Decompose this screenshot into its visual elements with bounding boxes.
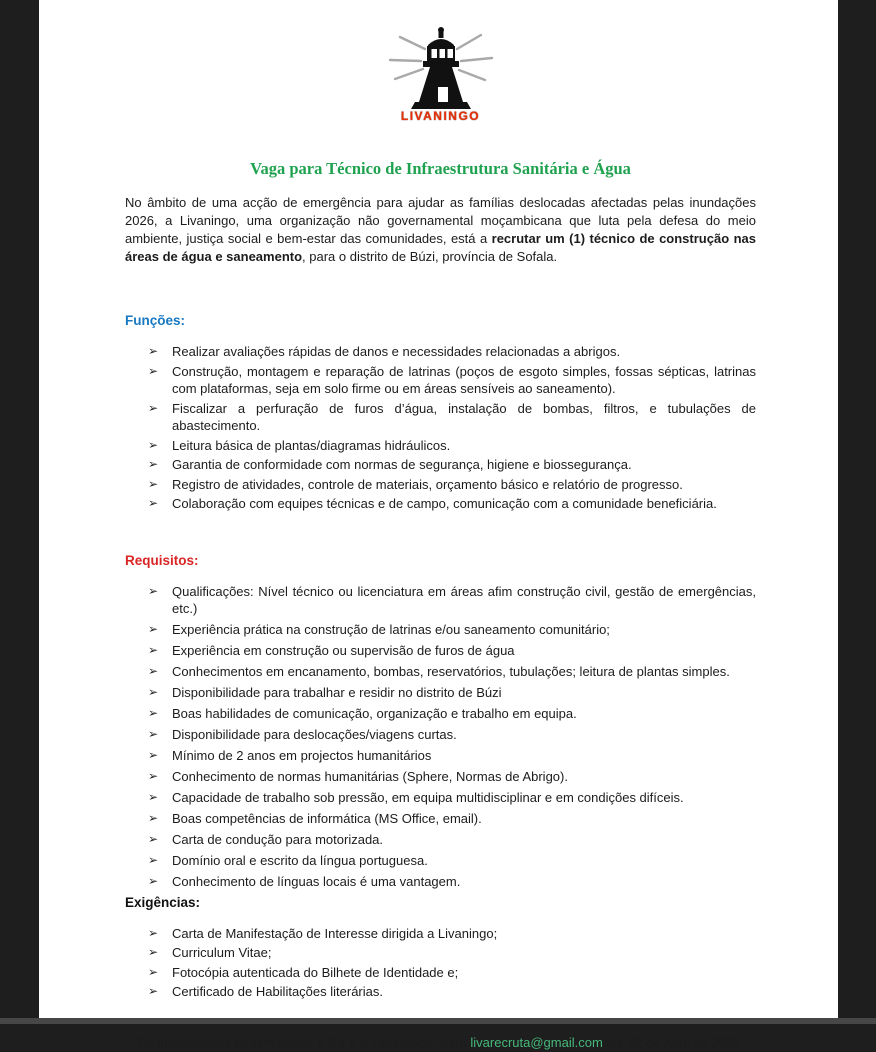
section-heading-requisitos: Requisitos: [125, 552, 199, 568]
arrow-bullet-icon: ➢ [148, 811, 159, 825]
intro-text-after: , para o distrito de Búzi, província de Sofala. [302, 249, 558, 264]
org-name-logo-text: LIVANINGO [400, 109, 481, 123]
list-item-text: Experiência prática na construção de latrinas e/ou saneamento comunitário; [172, 622, 610, 637]
list-item [148, 705, 756, 723]
arrow-bullet-icon: ➢ [148, 664, 159, 678]
arrow-bullet-icon: ➢ [148, 832, 159, 846]
list-item-text: Carta de Manifestação de Interesse dirigida a Livaningo; [172, 925, 498, 941]
arrow-bullet-icon: ➢ [148, 344, 159, 358]
footer-text-before: Os interessados podem enviar o CV e o Certificado, para [137, 1034, 471, 1050]
section-heading-exigencias: Exigências: [125, 894, 201, 910]
arrow-bullet-icon: ➢ [148, 622, 159, 636]
funcoes-list [125, 343, 756, 513]
list-item [148, 925, 756, 943]
arrow-bullet-icon: ➢ [148, 643, 159, 657]
list-item [148, 810, 756, 828]
list-item-text: Construção, montagem e reparação de latrinas (poços de esgoto simples, fossas sépticas, latrinas com plataformas, seja em solo firme ou em áreas sensíveis ao saneamento). [172, 363, 756, 396]
list-item-text: Boas competências de informática (MS Office, email). [172, 811, 482, 826]
list-item [148, 873, 756, 891]
list-item-text: Capacidade de trabalho sob pressão, em equipa multidisciplinar e em condições difíceis. [172, 790, 684, 805]
application-instructions [125, 1034, 756, 1052]
list-item-text: Fiscalizar a perfuração de furos d’água, instalação de bombas, filtros, e tubulações de abastecimento. [172, 400, 756, 433]
list-item-text: Disponibilidade para deslocações/viagens curtas. [172, 727, 457, 742]
arrow-bullet-icon: ➢ [148, 790, 159, 804]
arrow-bullet-icon: ➢ [148, 583, 159, 598]
arrow-bullet-icon: ➢ [148, 363, 159, 378]
list-item-text: Fotocópia autenticada do Bilhete de Identidade e; [172, 964, 459, 980]
section-heading-funcoes: Funções: [125, 313, 186, 328]
list-item [148, 642, 756, 660]
intro-paragraph [125, 194, 756, 266]
list-item-text: Domínio oral e escrito da língua portuguesa. [172, 853, 428, 868]
list-item-text: Colaboração com equipes técnicas e de campo, comunicação com a comunidade beneficiária. [172, 496, 717, 511]
arrow-bullet-icon: ➢ [148, 769, 159, 783]
list-item-text: Conhecimentos em encanamento, bombas, reservatórios, tubulações; leitura de plantas simples. [172, 664, 730, 679]
arrow-bullet-icon: ➢ [148, 437, 159, 452]
arrow-bullet-icon: ➢ [148, 925, 159, 940]
list-item-text: Registro de atividades, controle de materiais, orçamento básico e relatório de progresso. [172, 476, 683, 492]
list-item-text: Qualificações: Nível técnico ou licenciatura em áreas afim construção civil, gestão de emergências, etc.) [172, 583, 756, 616]
list-item-text: Curriculum Vitae; [172, 945, 272, 960]
list-item-text: Disponibilidade para trabalhar e residir no distrito de Búzi [172, 685, 502, 700]
intro-text-bold: recrutar um (1) técnico de construção nas áreas de água e saneamento [125, 231, 756, 264]
arrow-bullet-icon: ➢ [148, 853, 159, 867]
list-item [148, 789, 756, 807]
arrow-bullet-icon: ➢ [148, 748, 159, 762]
arrow-bullet-icon: ➢ [148, 496, 159, 510]
list-item [148, 495, 756, 513]
requisitos-list [125, 583, 756, 891]
arrow-bullet-icon: ➢ [148, 727, 159, 741]
list-item-text: Mínimo de 2 anos em projectos humanitários [172, 748, 432, 763]
page-title: Vaga para Técnico de Infraestrutura Sanitária e Água [250, 159, 631, 178]
list-item-text: Conhecimento de línguas locais é uma vantagem. [172, 874, 461, 889]
document-page [39, 0, 838, 1050]
list-item-text: Conhecimento de normas humanitárias (Sphere, Normas de Abrigo). [172, 769, 568, 784]
arrow-bullet-icon: ➢ [148, 874, 159, 888]
arrow-bullet-icon: ➢ [148, 685, 159, 699]
list-item [148, 400, 756, 435]
list-item-text: Boas habilidades de comunicação, organização e trabalho em equipa. [172, 706, 577, 721]
list-item [148, 964, 756, 982]
list-item [148, 476, 756, 494]
list-item-text: Garantia de conformidade com normas de segurança, higiene e biossegurança. [172, 457, 632, 472]
list-item [148, 583, 756, 618]
footer-text-after: até 02 de Abril de 2026. [602, 1034, 744, 1050]
arrow-bullet-icon: ➢ [148, 457, 159, 471]
list-item [148, 621, 756, 639]
arrow-bullet-icon: ➢ [148, 400, 159, 415]
arrow-bullet-icon: ➢ [148, 945, 159, 959]
org-logo [125, 24, 756, 123]
list-item [148, 663, 756, 681]
list-item-text: Certificado de Habilitações literárias. [172, 984, 383, 999]
list-item-text: Carta de condução para motorizada. [172, 832, 384, 847]
list-item [148, 343, 756, 361]
list-item-text: Leitura básica de plantas/diagramas hidráulicos. [172, 437, 451, 453]
list-item [148, 768, 756, 786]
list-item [148, 747, 756, 765]
list-item [148, 944, 756, 962]
exigencias-list [125, 925, 756, 1001]
arrow-bullet-icon: ➢ [148, 984, 159, 998]
list-item [148, 852, 756, 870]
arrow-bullet-icon: ➢ [148, 706, 159, 720]
application-email-link[interactable]: livarecruta@gmail.com [470, 1034, 603, 1050]
lighthouse-icon [380, 24, 502, 110]
arrow-bullet-icon: ➢ [148, 476, 159, 491]
list-item [148, 983, 756, 1001]
bottom-edge-strip [0, 1018, 876, 1024]
arrow-bullet-icon: ➢ [148, 964, 159, 979]
list-item [148, 684, 756, 702]
list-item-text: Experiência em construção ou supervisão de furos de água [172, 643, 515, 658]
list-item [148, 437, 756, 455]
list-item-text: Realizar avaliações rápidas de danos e necessidades relacionadas a abrigos. [172, 344, 621, 359]
list-item [148, 363, 756, 398]
list-item [148, 726, 756, 744]
list-item [148, 831, 756, 849]
intro-text-before: No âmbito de uma acção de emergência para ajudar as famílias deslocadas afectadas pelas inundações 2026, a Livaningo, uma organização não governamental moçambicana que luta pela defesa do meio ambiente, justiça social e bem-estar das comunidades, está a [125, 195, 756, 246]
list-item [148, 456, 756, 474]
